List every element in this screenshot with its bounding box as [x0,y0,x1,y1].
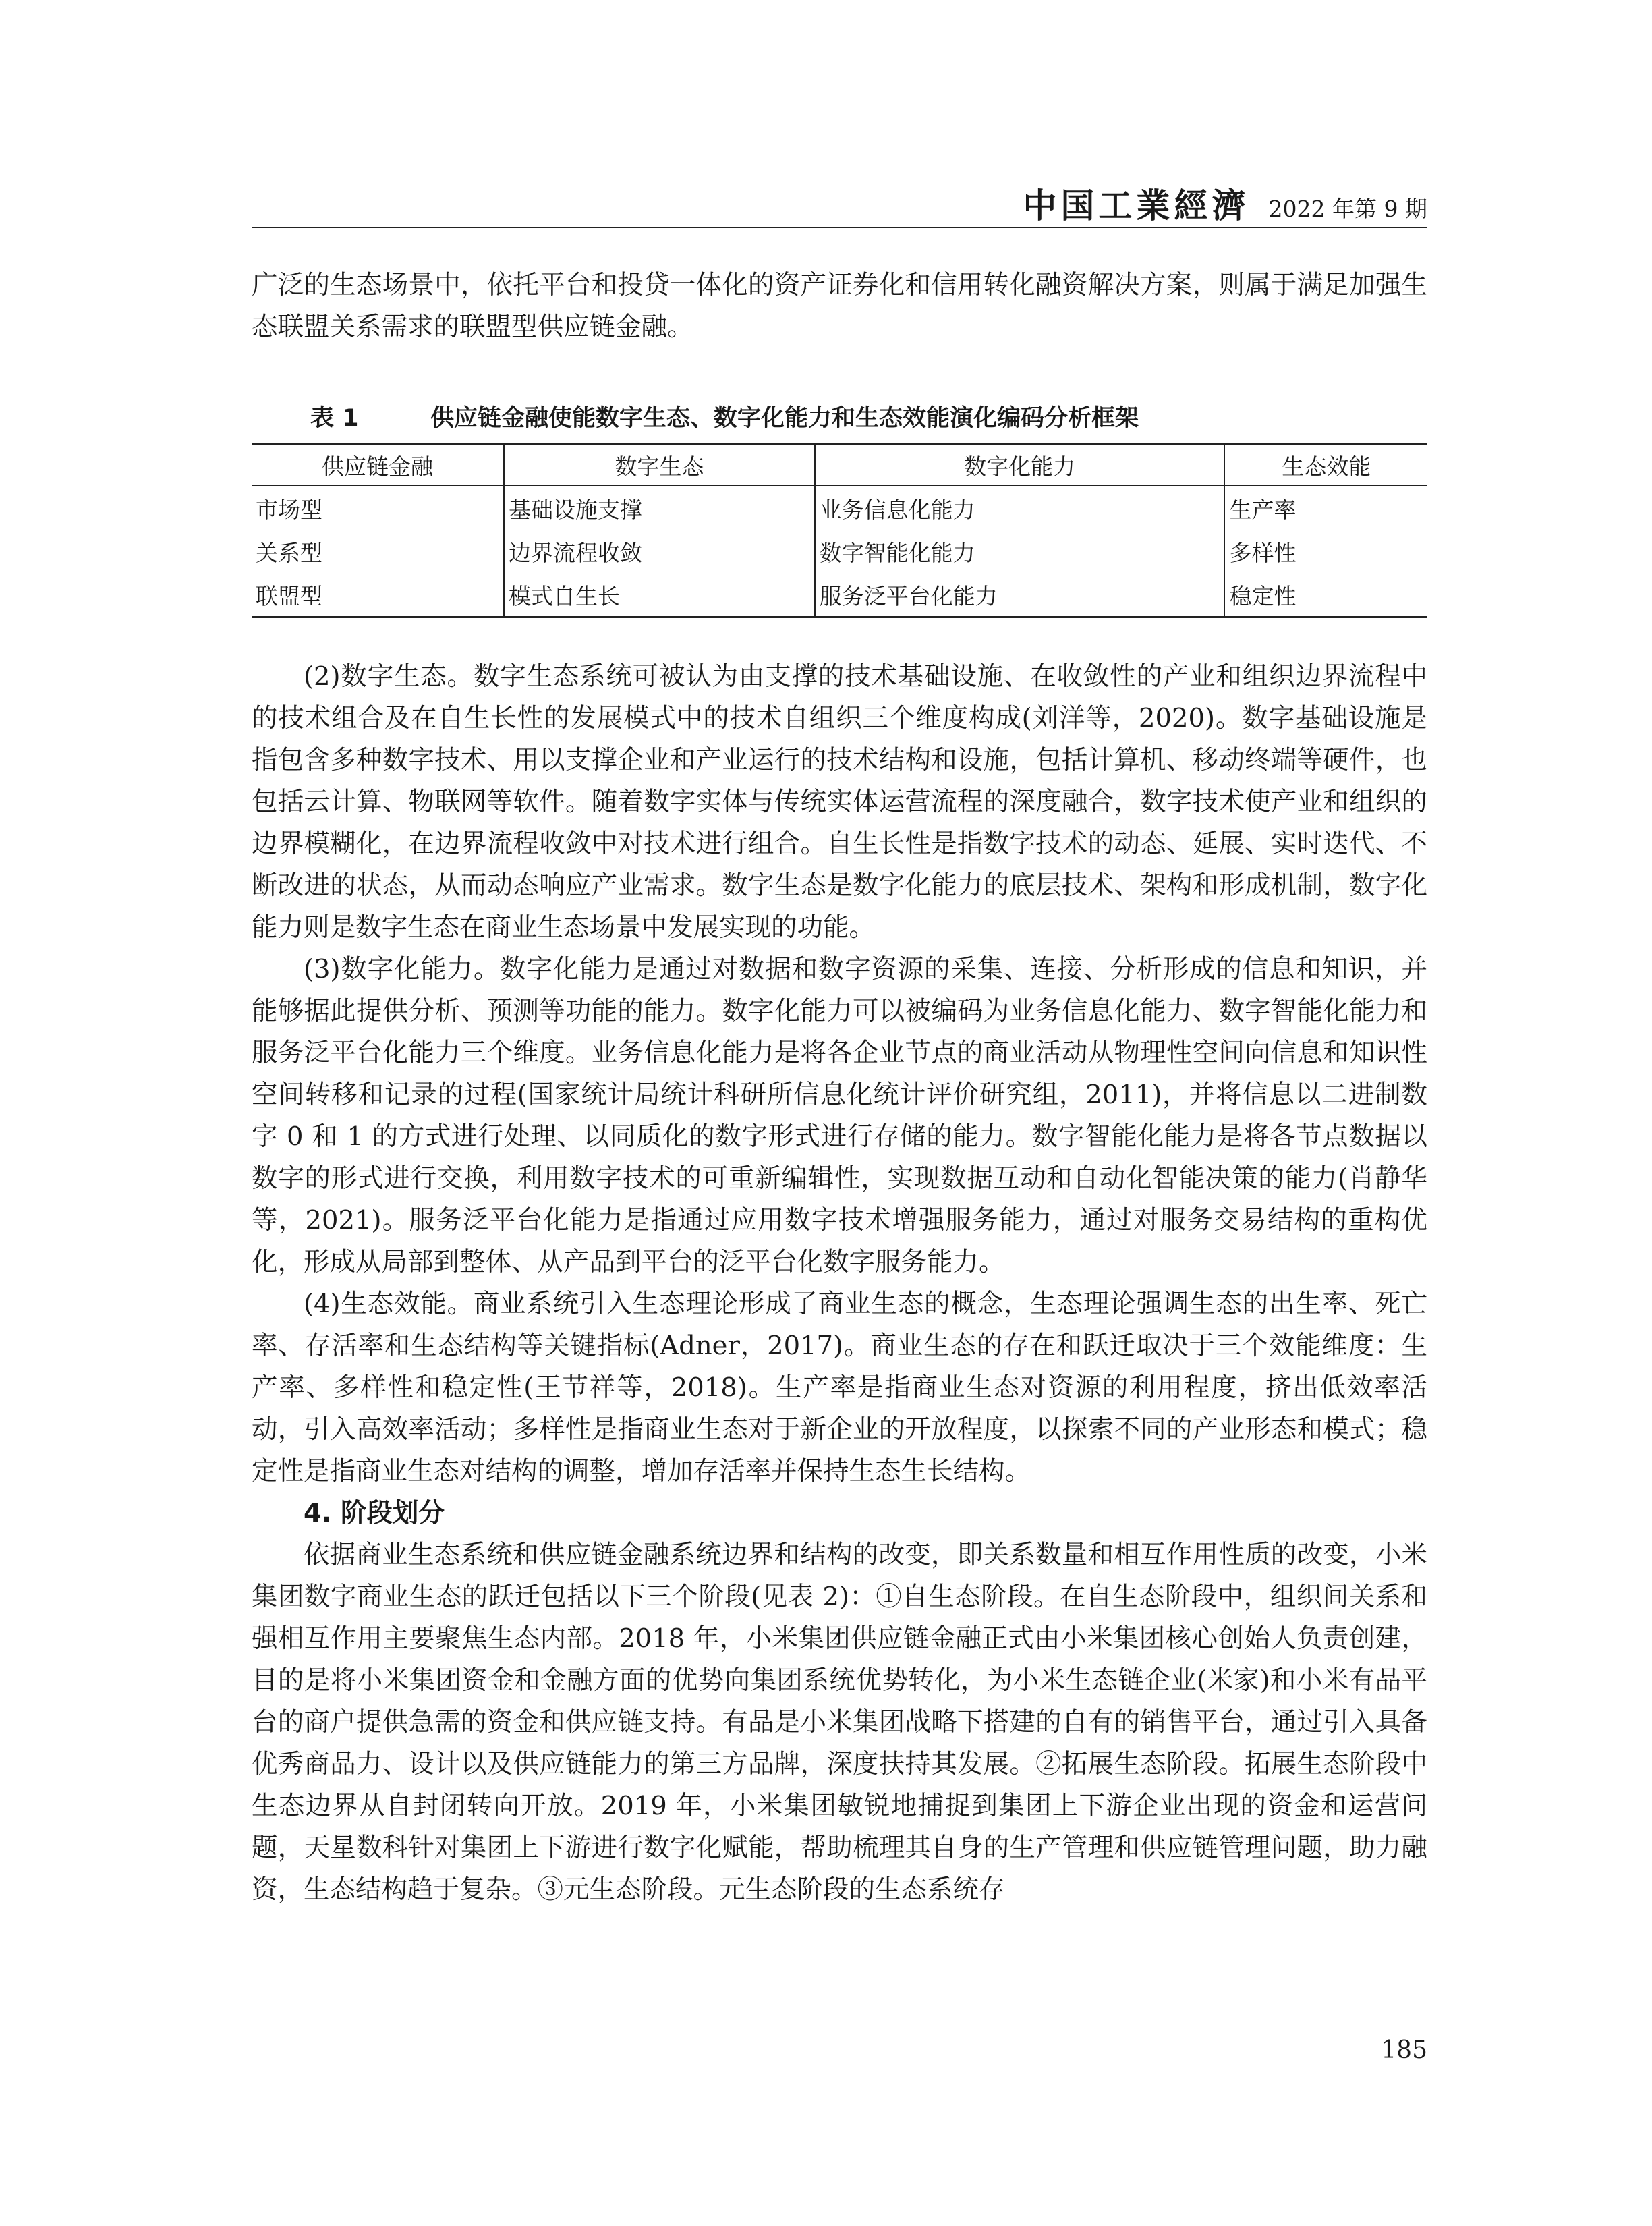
table-number: 表 1 [310,405,359,432]
table-cell: 联盟型 [252,573,504,617]
paragraph-digital-ecology: (2)数字生态。数字生态系统可被认为由支撑的技术基础设施、在收敛性的产业和组织边界流程中的技术组合及在自生长性的发展模式中的技术自组织三个维度构成(刘洋等，2020)。数字基础设施是指包含多种数字技术、用以支撑企业和产业运行的技术结构和设施，包括计算机、移动终端等硬件，也包括云计算、物联网等软件。随着数字实体与传统实体运营流程的深度融合，数字技术使产业和组织的边界模糊化，在边界流程收敛中对技术进行组合。自生长性是指数字技术的动态、延展、实时迭代、不断改进的状态，从而动态响应产业需求。数字生态是数字化能力的底层技术、架构和形成机制，数字化能力则是数字生态在商业生态场景中发展实现的功能。 [252,661,1427,943]
header-cell: 生态效能 [1224,444,1427,486]
table-cell: 边界流程收敛 [504,530,815,573]
paragraph-continued: 广泛的生态场景中，依托平台和投贷一体化的资产证券化和信用转化融资解决方案，则属于满足加强生态联盟关系需求的联盟型供应链金融。 [252,270,1427,342]
table-row [252,486,1427,530]
page-number: 185 [1381,2036,1427,2064]
coding-framework-table [252,443,1427,618]
journal-name: 中国工業經濟 [1023,186,1250,225]
running-header [252,181,1427,228]
header-cell: 供应链金融 [252,444,504,486]
article-body [252,265,1427,1911]
table-cell: 稳定性 [1229,582,1297,609]
table-cell: 多样性 [1229,539,1297,566]
table-cell: 服务泛平台化能力 [815,573,1225,617]
paragraph-ecological-efficiency: (4)生态效能。商业系统引入生态理论形成了商业生态的概念，生态理论强调生态的出生率、死亡率、存活率和生态结构等关键指标(Adner，2017)。商业生态的存在和跃迁取决于三个效能维度：生产率、多样性和稳定性(王节祥等，2018)。生产率是指商业生态对资源的利用程度，挤出低效率活动，引入高效率活动；多样性是指商业生态对于新企业的开放程度，以探索不同的产业形态和模式；稳定性是指商业生态对结构的调整，增加存活率并保持生态生长结构。 [252,1289,1427,1486]
header-cell: 数字化能力 [815,444,1225,486]
paragraph-digital-capability: (3)数字化能力。数字化能力是通过对数据和数字资源的采集、连接、分析形成的信息和知识，并能够据此提供分析、预测等功能的能力。数字化能力可以被编码为业务信息化能力、数字智能化能力和服务泛平台化能力三个维度。业务信息化能力是将各企业节点的商业活动从物理性空间向信息和知识性空间转移和记录的过程(国家统计局统计科研所信息化统计评价研究组，2011)，并将信息以二进制数字 0 和 1 的方式进行处理、以同质化的数字形式进行存储的能力。数字智能化能力是将各节点数据以数字的形式进行交换，利用数字技术的可重新编辑性，实现数据互动和自动化智能决策的能力(肖静华等，2021)。服务泛平台化能力是指通过应用数字技术增强服务能力，通过对服务交易结构的重构优化，形成从局部到整体、从产品到平台的泛平台化数字服务能力。 [252,954,1427,1277]
table-row [252,573,1427,617]
section-heading: 4. 阶段划分 [304,1498,445,1528]
table-cell: 业务信息化能力 [815,486,1225,530]
header-cell: 数字生态 [504,444,815,486]
table-cell: 基础设施支撑 [504,486,815,530]
table-cell: 市场型 [252,486,504,530]
table-cell: 数字智能化能力 [815,530,1225,573]
issue-label: 2022 年第 9 期 [1268,196,1427,222]
table-caption [252,399,1427,433]
table-cell: 模式自生长 [504,573,815,617]
table-cell: 关系型 [252,530,504,573]
table-row [252,530,1427,573]
paragraph-stage-division: 依据商业生态系统和供应链金融系统边界和结构的改变，即关系数量和相互作用性质的改变，小米集团数字商业生态的跃迁包括以下三个阶段(见表 2)：①自生态阶段。在自生态阶段中，组织间关系和强相互作用主要聚焦生态内部。2018 年，小米集团供应链金融正式由小米集团核心创始人负责创建，目的是将小米集团资金和金融方面的优势向集团系统优势转化，为小米生态链企业(米家)和小米有品平台的商户提供急需的资金和供应链支持。有品是小米集团战略下搭建的自有的销售平台，通过引入具备优秀商品力、设计以及供应链能力的第三方品牌，深度扶持其发展。②拓展生态阶段。拓展生态阶段中生态边界从自封闭转向开放。2019 年，小米集团敏锐地捕捉到集团上下游企业出现的资金和运营问题，天星数科针对集团上下游进行数字化赋能，帮助梳理其自身的生产管理和供应链管理问题，助力融资，生态结构趋于复杂。③元生态阶段。元生态阶段的生态系统存 [252,1540,1427,1905]
table-title: 供应链金融使能数字生态、数字化能力和生态效能演化编码分析框架 [430,405,1139,432]
table-cell: 生产率 [1229,496,1297,523]
table-header-row [252,444,1427,486]
